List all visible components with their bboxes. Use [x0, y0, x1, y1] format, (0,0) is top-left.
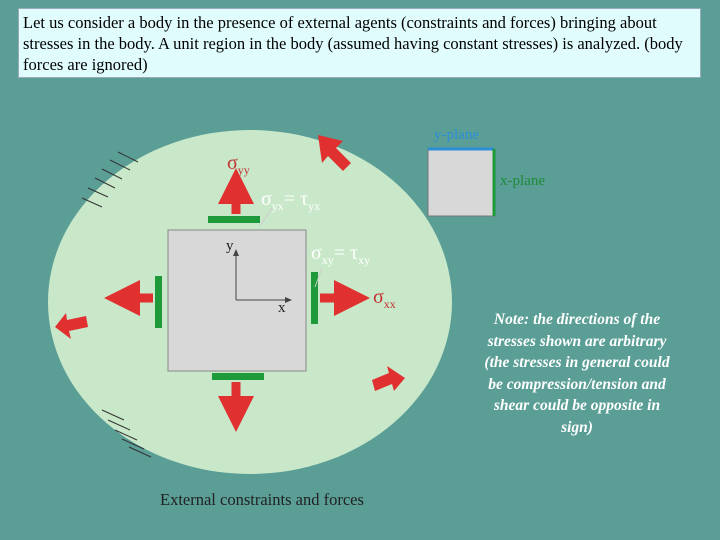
- shear-bar-top: [208, 216, 260, 223]
- label-sigma-yx: $\sigma_{yx}= \tau_{yx}$: [261, 188, 321, 213]
- label-sigma-xy: $\sigma_{xy}= \tau_{xy}$: [311, 242, 371, 267]
- caption: External constraints and forces: [160, 490, 364, 509]
- label-sigma-xx: $\sigma_{xx}$: [373, 286, 396, 311]
- shear-bar-right: [311, 272, 318, 324]
- label-sigma-yy: $\sigma_{yy}$: [227, 152, 250, 177]
- shear-bar-bottom: [212, 373, 264, 380]
- note-text: Note: the directions of the stresses shown are arbitrary (the stresses in general could be compression/tension and shear could be opposite in sign): [484, 311, 670, 436]
- plane-element: [428, 149, 494, 216]
- shear-bar-left: [155, 276, 162, 328]
- intro-text: Let us consider a body in the presence of external agents (constraints and forces) bringing about stresses in the body. A unit region in the body (assumed having constant stresses) is analyzed. (body forces are ignored): [18, 8, 701, 78]
- axis-label-y: y: [226, 238, 234, 254]
- y-plane-label: y-plane: [434, 127, 479, 143]
- axis-label-x: x: [278, 300, 286, 316]
- x-plane-label: x-plane: [500, 173, 545, 189]
